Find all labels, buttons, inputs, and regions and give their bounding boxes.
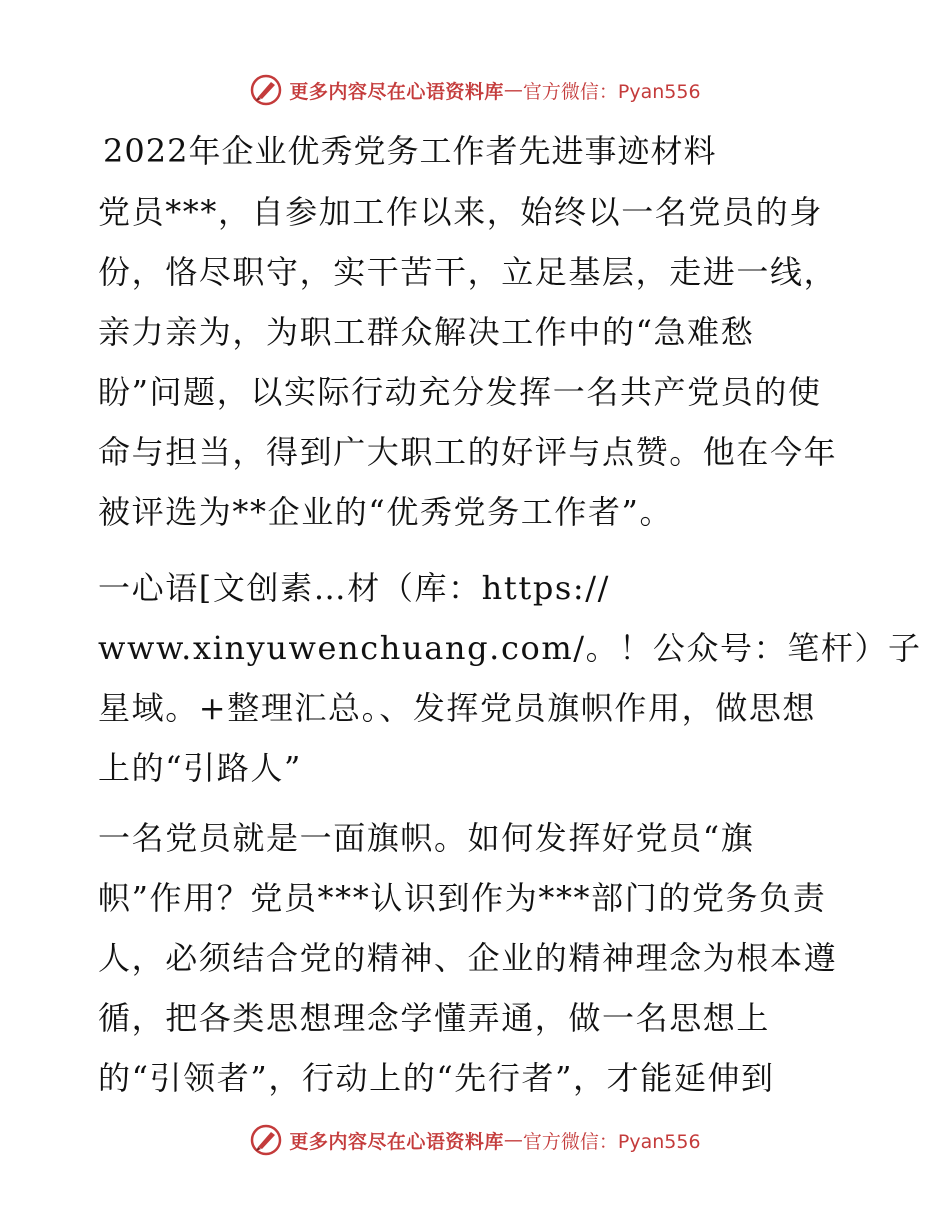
paragraph-1-line-3: 亲力亲为，为职工群众解决工作中的“急难愁: [98, 313, 755, 351]
paragraph-2-line-4: 上的“引路人”: [98, 749, 302, 787]
paragraph-1-line-1: 党员***，自参加工作以来，始终以一名党员的身: [98, 193, 823, 231]
banner-content: [249, 73, 700, 107]
pen-logo-icon: [249, 73, 283, 107]
banner-brand-text: 更多内容尽在心语资料库: [289, 1130, 504, 1153]
banner-separator: —: [503, 79, 523, 101]
paragraph-1-line-2: 份，恪尽职守，实干苦干，立足基层，走进一线，: [98, 253, 838, 291]
header-banner: [0, 70, 950, 110]
paragraph-2-line-3: 星域。+整理汇总。、发挥党员旗帜作用，做思想: [98, 689, 817, 727]
paragraph-3-line-3: 人，必须结合党的精神、企业的精神理念为根本遵: [98, 939, 838, 977]
banner-content: [249, 1123, 700, 1157]
paragraph-3-line-4: 循，把各类思想理念学懂弄通，做一名思想上: [98, 999, 771, 1037]
pen-logo-icon: [249, 1123, 283, 1157]
banner-wechat-text: 官方微信：Pyan556: [522, 80, 701, 103]
paragraph-1-line-6: 被评选为**企业的“优秀党务工作者”。: [98, 493, 674, 531]
paragraph-2-line-1: 一心语[文创素…材（库：https://: [98, 569, 611, 607]
banner-brand-text: 更多内容尽在心语资料库: [289, 80, 504, 103]
footer-banner: [0, 1120, 950, 1160]
paragraph-3-line-1: 一名党员就是一面旗帜。如何发挥好党员“旗: [98, 819, 755, 857]
paragraph-3-line-2: 帜”作用？党员***认识到作为***部门的党务负责: [98, 879, 827, 917]
paragraph-2-line-2: www.xinyuwenchuang.com/。！公众号：笔杆）子: [98, 629, 922, 667]
paragraph-3-line-5: 的“引领者”，行动上的“先行者”，才能延伸到: [98, 1059, 775, 1097]
paragraph-1-line-5: 命与担当，得到广大职工的好评与点赞。他在今年: [98, 433, 838, 471]
paragraph-1-line-4: 盼”问题，以实际行动充分发挥一名共产党员的使: [98, 373, 822, 411]
document-title: 2022年企业优秀党务工作者先进事迹材料: [103, 132, 717, 170]
banner-wechat-text: 官方微信：Pyan556: [522, 1130, 701, 1153]
banner-separator: —: [503, 1129, 523, 1151]
